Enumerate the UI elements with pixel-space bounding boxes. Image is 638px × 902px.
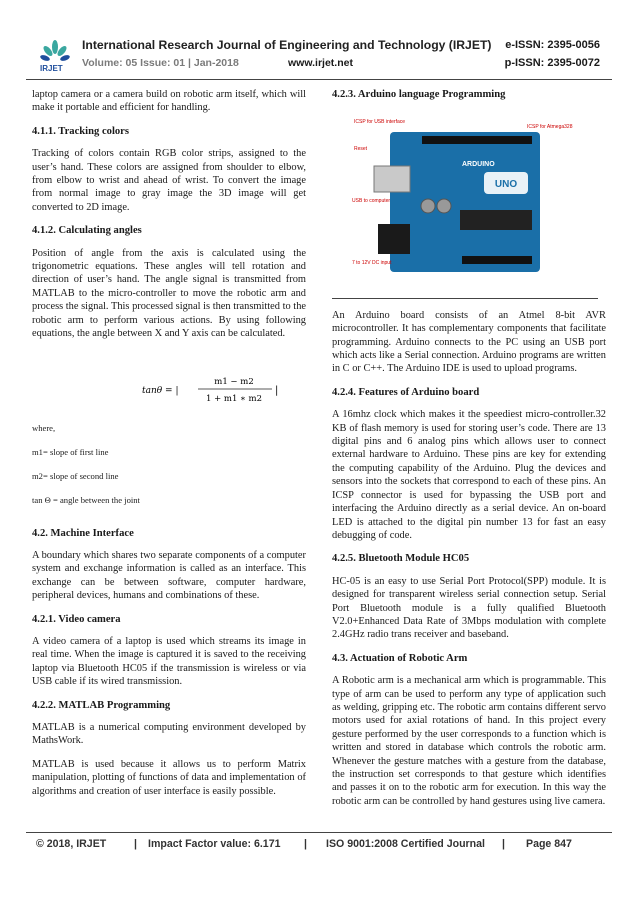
formula-denominator: 1 + m1 ∗ m2 <box>205 393 263 404</box>
definition: where, <box>32 422 56 433</box>
copyright: © 2018, IRJET <box>36 838 107 850</box>
section-heading: 4.2.2. MATLAB Programming <box>32 699 171 711</box>
paragraph: An Arduino board consists of an Atmel 8-bit AVR microcontroller. It has complementary components that facilitate programming. Arduino connects to the PC using an USB port which acts like a Serial connection. Arduino programs are written in C or C++. The Arduino IDE is used to upload programs. <box>332 309 606 375</box>
paragraph: Position of angle from the axis is calculated using the trigonometric equations. These angles will tell rotation and direction of user’s hand. The angle signal is transmitted from MATLAB to the micro-controller to move the robotic arm and process the signal. This processed signal is then transmitted to the robotic arm to perform various actions. By using following equations, the angle between X and Y axis can be calculated. <box>32 247 306 340</box>
dc-jack <box>378 224 410 254</box>
section-heading: 4.2.5. Bluetooth Module HC05 <box>332 553 470 565</box>
formula-graphic <box>142 371 302 411</box>
formula-numerator: m1 − m2 <box>214 376 254 387</box>
uno-label: UNO <box>494 179 518 191</box>
paragraph: laptop camera or a camera build on robotic arm itself, which will make it portable and efficient for handling. <box>32 89 306 114</box>
angle-formula <box>32 371 306 421</box>
footer-separator: | <box>502 838 505 850</box>
footer-separator: | <box>304 838 307 850</box>
section-heading: 4.2.4. Features of Arduino board <box>332 386 480 398</box>
header-rule <box>26 79 612 80</box>
arduino-board-image <box>352 114 576 279</box>
section-heading: 4.3. Actuation of Robotic Arm <box>332 652 468 664</box>
impact-factor: Impact Factor value: 6.171 <box>148 838 281 850</box>
paragraph: A 16mhz clock which makes it the speediest micro-controller.32 KB of flash memory is used for storing user’s code. There are 13 digital pins and 6 analog pins which allows user to connect external hardware to Arduino. These pins are key for extending the computing capability of the Arduino. Plug the devices and sensors into the sockets that correspond to each of these pins. An ICSP connector is used for bypassing the USB port and interfacing the Arduino directly as a serial device. An on-board LED is attached to the digital pin number 13 for fast an easy debugging of code. <box>332 409 606 541</box>
label-icsp-usb: ICSP for USB interface <box>354 119 406 126</box>
footer-separator: | <box>134 838 137 850</box>
paragraph: A boundary which shares two separate components of a computer system and exchange information is called as an interface. This exchange can be between software, computer hardware, peripheral devices, humans and combinations of these. <box>32 549 306 602</box>
arduino-label: ARDUINO <box>462 161 495 169</box>
definition: m2= slope of second line <box>32 470 119 481</box>
volume-issue: Volume: 05 Issue: 01 | Jan-2018 <box>82 57 239 69</box>
digital-header <box>422 136 532 144</box>
usb-port <box>374 166 410 192</box>
pcb <box>390 132 540 272</box>
definition: m1= slope of first line <box>32 446 109 457</box>
figure-rule <box>332 298 598 299</box>
atmega-chip <box>460 210 532 230</box>
analog-header <box>462 256 532 264</box>
section-heading: 4.1.2. Calculating angles <box>32 225 142 237</box>
label-icsp-atmega: ICSP for Atmega328 <box>527 124 573 131</box>
logo-text: IRJET <box>40 64 63 73</box>
label-reset: Reset <box>354 146 368 153</box>
definition: tan Θ = angle between the joint <box>32 494 140 505</box>
formula-rhs: | <box>275 384 279 396</box>
section-heading: 4.1.1. Tracking colors <box>32 125 130 137</box>
journal-header <box>40 36 600 76</box>
pissn: p-ISSN: 2395-0072 <box>504 57 600 69</box>
page-number: Page 847 <box>526 838 572 850</box>
paragraph: A video camera of a laptop is used which streams its image in real time. When the image is captured it is saved to the receiving laptop via Bluetooth HC05 if the transmission is wireless or via USB cable if its wired transmission. <box>32 635 306 688</box>
label-usb: USB to computer <box>352 198 391 205</box>
paragraph: A Robotic arm is a mechanical arm which is programmable. This type of arm can be used to perform any type of application such as welding, gripping etc. The robotic arm contains different servo motors used for axial rotations of hand. In this project every gesture performed by the user corresponds to a function which is written and stored in database which controls the robotic arm. Whenever the gesture matches with a gesture from the database, the instruction set corresponds to that gesture which identifies and passes it on to the robotic arm for execution. In this way the robotic arm can be controlled by hand gestures using live camera. <box>332 675 606 807</box>
right-column <box>332 88 606 818</box>
eissn: e-ISSN: 2395-0056 <box>505 39 600 51</box>
section-heading: 4.2.1. Video camera <box>32 613 121 625</box>
paragraph: MATLAB is used because it allows us to perform Matrix manipulation, plotting of functions of data and implementation of algorithms and creation of user interface is easily possible. <box>32 758 306 797</box>
label-power: 7 to 12V DC input <box>352 260 392 267</box>
footer-rule <box>26 832 612 833</box>
journal-title: International Research Journal of Engineering and Technology (IRJET) <box>82 38 492 52</box>
paragraph: MATLAB is a numerical computing environment developed by MathsWork. <box>32 721 306 747</box>
website-link[interactable]: www.irjet.net <box>288 57 353 69</box>
left-column <box>32 88 306 808</box>
section-heading: 4.2. Machine Interface <box>32 527 134 539</box>
section-heading: 4.2.3. Arduino language Programming <box>332 89 506 100</box>
iso-certification: ISO 9001:2008 Certified Journal <box>326 838 485 850</box>
formula-definitions <box>32 421 306 507</box>
formula-lhs: tanθ = | <box>142 385 179 396</box>
paragraph: Tracking of colors contain RGB color strips, assigned to the user’s hand. These colors are assigned from shoulder to elbow, from elbow to wrist and ahead of wrist. To convert the image from normal image to gray image the 3D image will get converted to 2D image. <box>32 148 306 213</box>
paragraph: HC-05 is an easy to use Serial Port Protocol(SPP) module. It is designed for transparent wireless serial connection setup. Serial Port Bluetooth module is a fully qualified Bluetooth V2.0+Enhanced Data Rate of 3Mbps modulation with complete 2.4GHz radio trans receiver and baseband. <box>332 575 606 641</box>
